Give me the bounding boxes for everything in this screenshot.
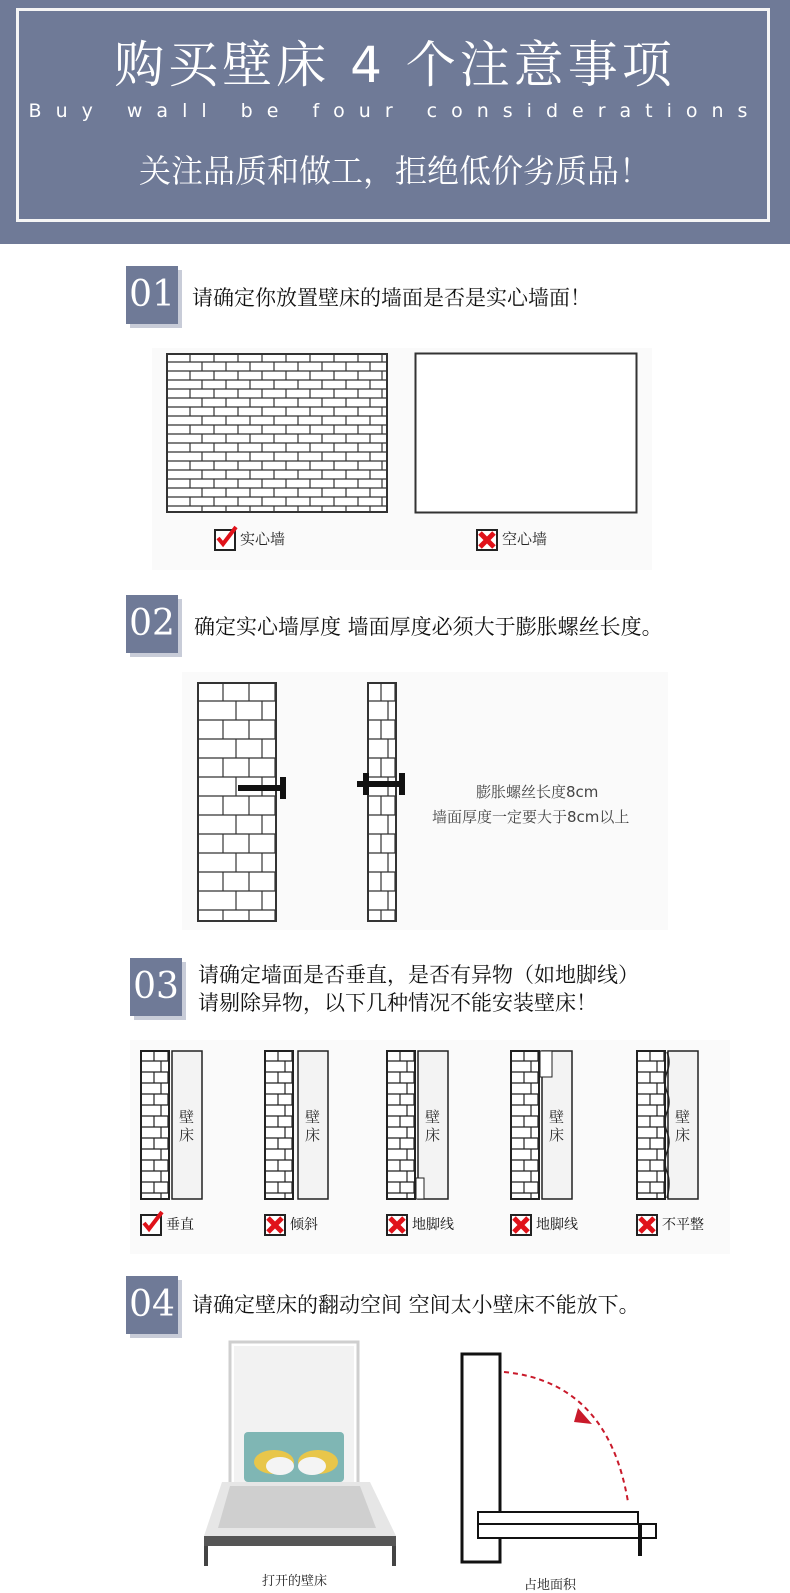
wall-case-diagram — [140, 1050, 210, 1202]
wall-case-caption — [140, 1214, 194, 1236]
step-text-04: 请确定壁床的翻动空间 空间太小壁床不能放下。 — [192, 1293, 640, 1317]
step-badge-01: 01 — [126, 266, 178, 324]
cross-icon — [476, 529, 498, 551]
wall-case-label: 倾斜 — [290, 1217, 318, 1233]
page-title: 购买壁床 4 个注意事项 — [114, 36, 676, 94]
bed-panel-label: 壁床 — [425, 1108, 441, 1144]
wall-case-2 — [264, 1050, 334, 1250]
cross-icon — [386, 1214, 408, 1236]
thin-wall-illustration — [367, 682, 397, 922]
wall-case-5 — [636, 1050, 706, 1250]
rotation-clearance-diagram — [458, 1352, 658, 1562]
step-text-03-line2: 请剔除异物，以下几种情况不能安装壁床！ — [198, 991, 597, 1015]
bed-panel-label: 壁床 — [675, 1108, 691, 1144]
check-icon — [140, 1214, 162, 1236]
expansion-screw-through-icon — [357, 773, 409, 797]
wall-case-caption — [510, 1214, 578, 1236]
wall-case-diagram — [510, 1050, 580, 1202]
wall-case-diagram — [636, 1050, 706, 1202]
check-icon — [214, 529, 236, 551]
cross-icon — [636, 1214, 658, 1236]
solid-wall-label: 实心墙 — [240, 530, 286, 548]
step-text-03-line1: 请确定墙面是否垂直，是否有异物（如地脚线） — [198, 963, 639, 987]
cross-icon — [510, 1214, 532, 1236]
bed-panel-label: 壁床 — [305, 1108, 321, 1144]
wall-case-caption — [386, 1214, 454, 1236]
wall-thickness-note: 墙面厚度一定要大于8cm以上 — [432, 808, 630, 826]
screw-length-note: 膨胀螺丝长度8cm — [476, 783, 599, 801]
bed-panel-label: 壁床 — [179, 1108, 195, 1144]
wall-case-3 — [386, 1050, 456, 1250]
open-bed-caption: 打开的壁床 — [262, 1574, 328, 1589]
open-wall-bed-photo — [200, 1340, 400, 1580]
wall-case-1 — [140, 1050, 210, 1250]
page-slogan: 关注品质和做工，拒绝低价劣质品！ — [138, 152, 651, 190]
wall-case-label: 不平整 — [662, 1217, 704, 1233]
hollow-wall-label: 空心墙 — [502, 530, 548, 548]
floor-area-caption: 占地面积 — [524, 1578, 577, 1593]
hollow-wall-caption — [476, 528, 547, 551]
hollow-wall-illustration — [415, 353, 637, 513]
wall-case-caption — [636, 1214, 704, 1236]
solid-wall-caption — [214, 528, 285, 551]
wall-case-4 — [510, 1050, 580, 1250]
wall-case-label: 地脚线 — [536, 1217, 578, 1233]
wall-case-label: 地脚线 — [412, 1217, 454, 1233]
wall-case-label: 垂直 — [166, 1217, 194, 1233]
step-badge-02: 02 — [126, 595, 178, 653]
expansion-screw-icon — [238, 777, 290, 801]
thick-wall-illustration — [197, 682, 277, 922]
cross-icon — [264, 1214, 286, 1236]
step-text-01: 请确定你放置壁床的墙面是否是实心墙面！ — [192, 286, 591, 310]
step-badge-04: 04 — [126, 1276, 178, 1334]
step-text-02: 确定实心墙厚度 墙面厚度必须大于膨胀螺丝长度。 — [194, 615, 663, 639]
bed-panel-label: 壁床 — [549, 1108, 565, 1144]
page-subtitle-english: Buy wall be four considerations — [28, 100, 762, 122]
solid-wall-illustration — [166, 353, 388, 513]
header-banner — [0, 0, 790, 244]
wall-case-diagram — [386, 1050, 456, 1202]
wall-case-caption — [264, 1214, 318, 1236]
wall-case-diagram — [264, 1050, 334, 1202]
step-badge-03: 03 — [130, 958, 182, 1016]
